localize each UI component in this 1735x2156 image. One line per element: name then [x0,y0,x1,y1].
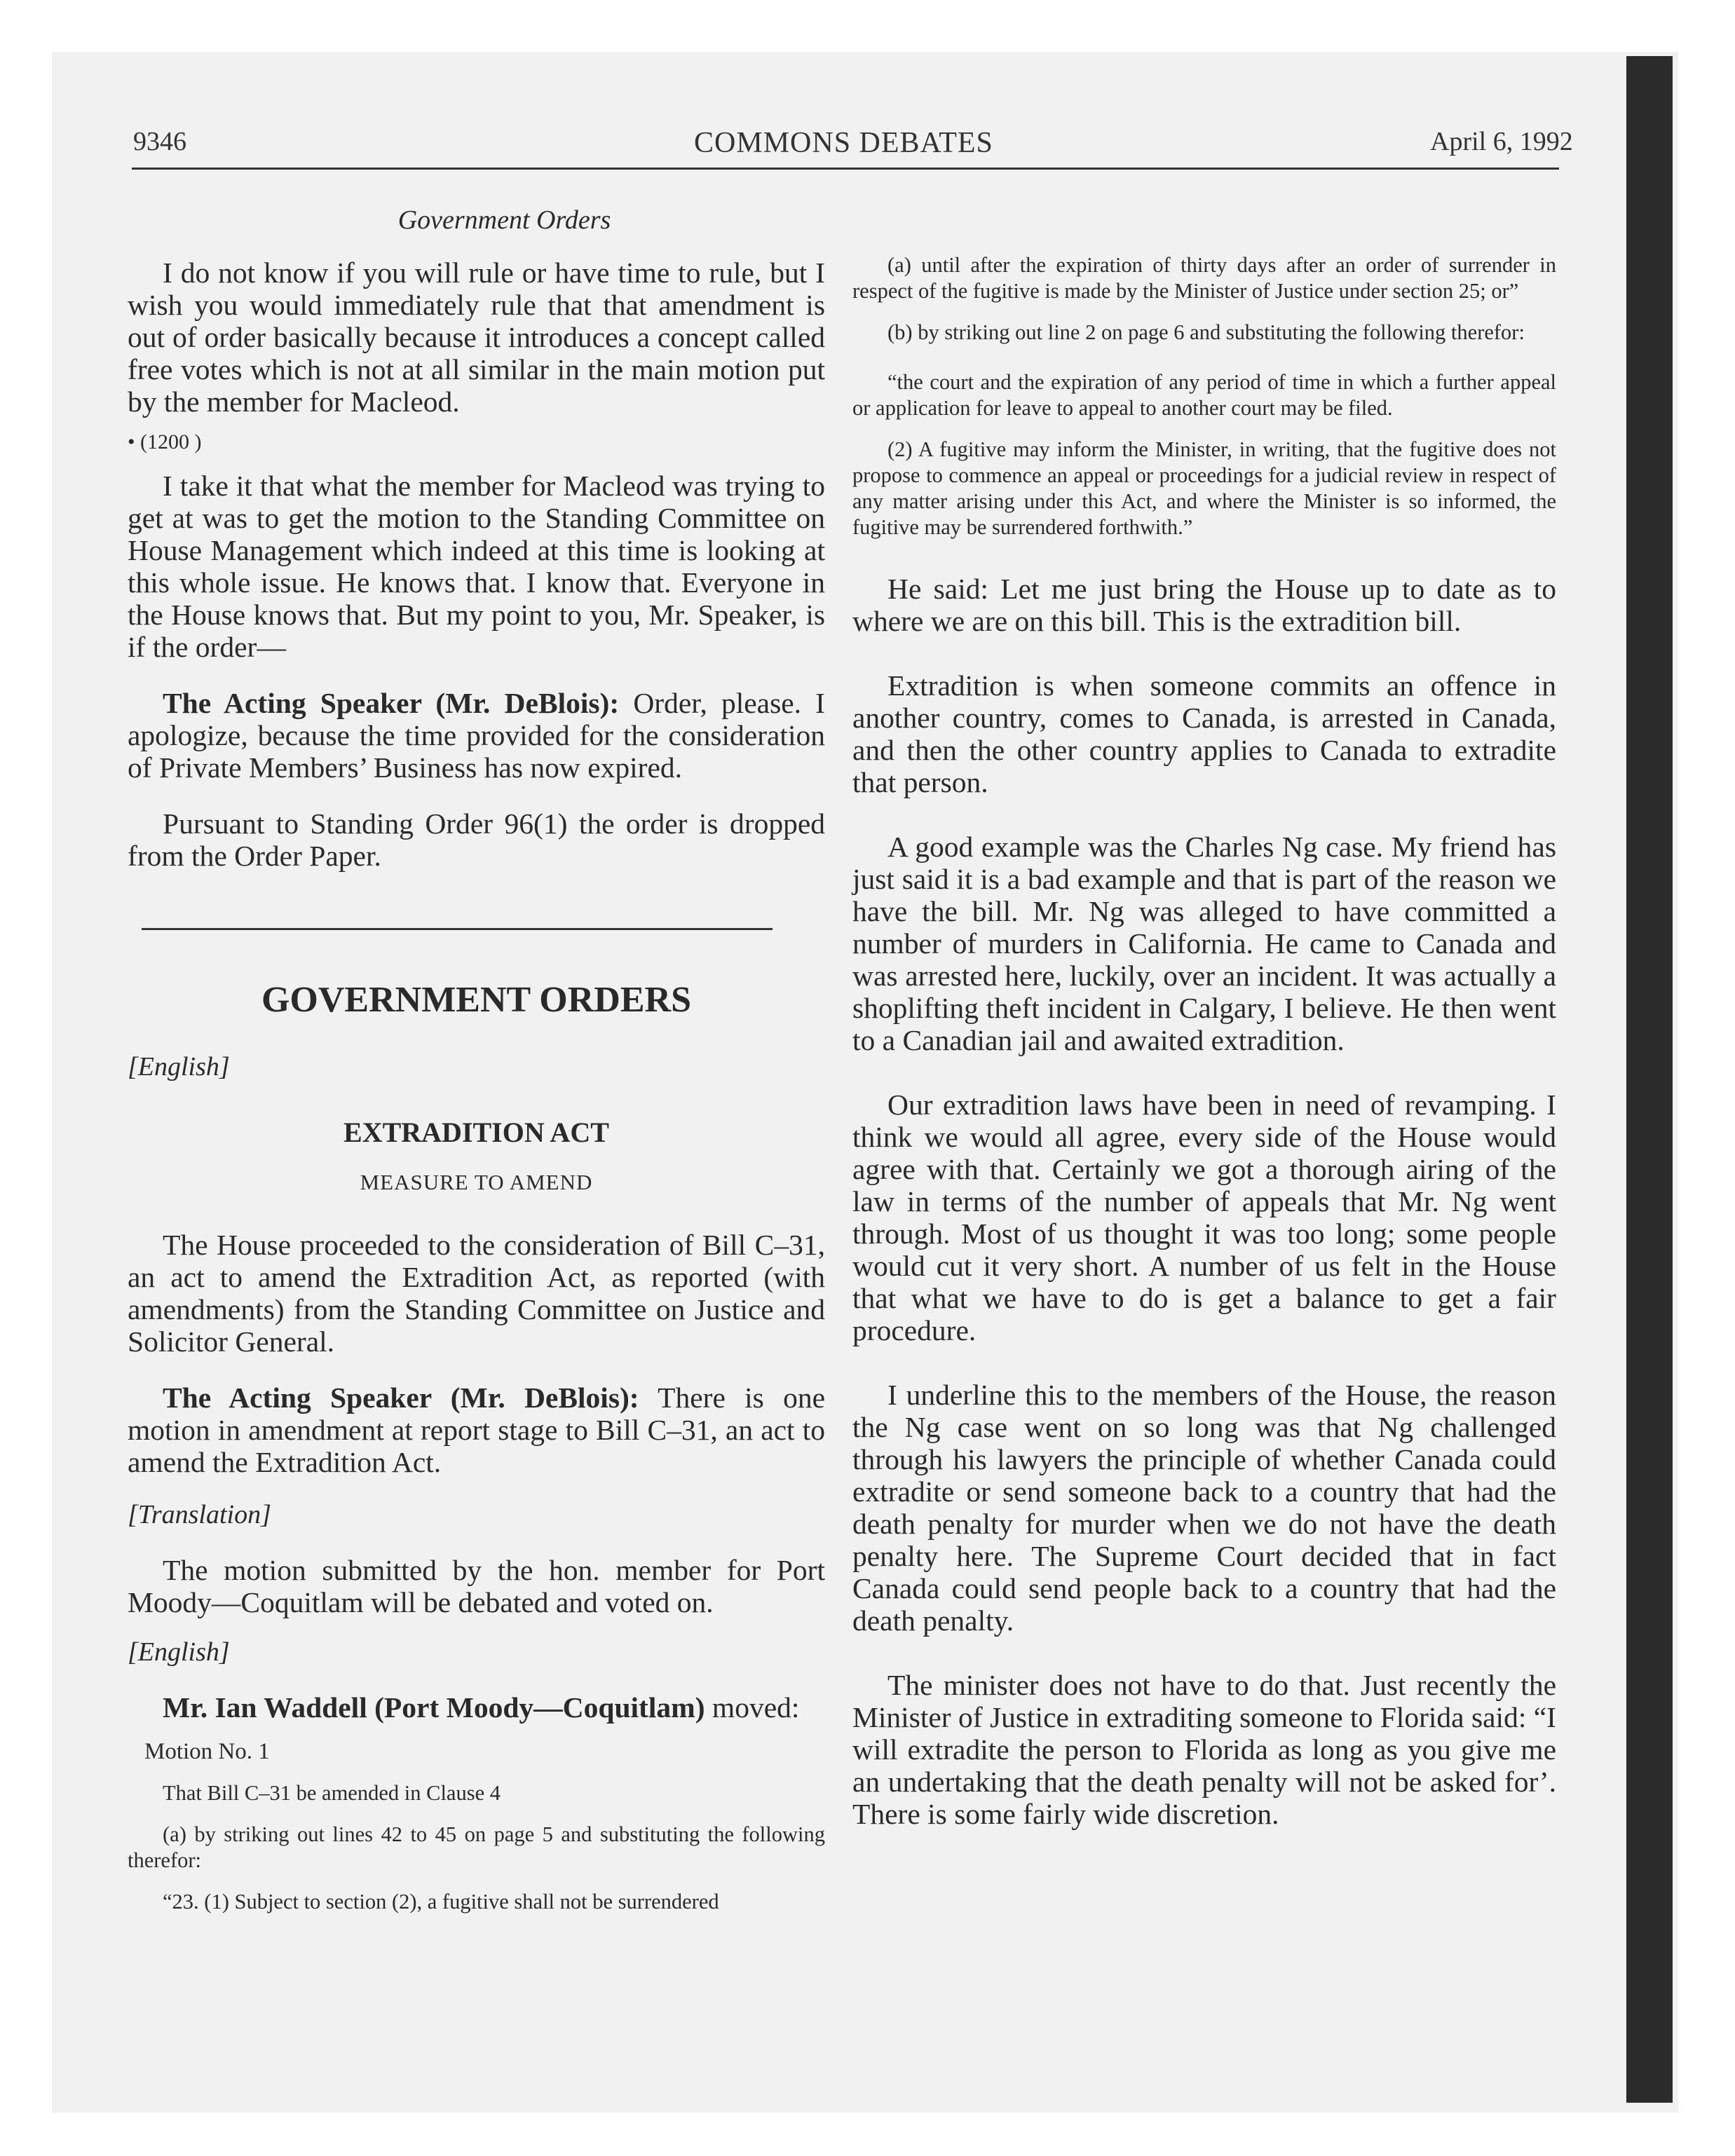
page-binding-edge [1626,56,1673,2103]
speaker-paragraph [128,687,825,784]
speaker-name: The Acting Speaker (Mr. DeBlois): [163,687,620,719]
quoted-clause: “the court and the expiration of any period of time in which a further appeal or application for leave to appeal to another court may be filed. [852,370,1556,420]
motion-quote: “23. (1) Subject to section (2), a fugitive shall not be surrendered [163,1890,719,1913]
paragraph: I underline this to the members of the House, the reason the Ng case went on so long was that Ng challenged through his lawyers the principle of whether Canada could extradite or send someone back to a country that had the death penalty for murder when we do not have the death penalty here. The Supreme Court decided that in fact Canada could send people back to a country that had the death penalty. [852,1379,1556,1637]
section-divider [142,928,773,930]
paragraph: The House proceeded to the consideration of Bill C–31, an act to amend the Extradition Act, as reported (with amendments) from the Standing Committee on Justice and Solicitor General. [128,1229,825,1358]
paragraph: I do not know if you will rule or have time to rule, but I wish you would immediately rule that that amendment is out of order basically because it introduces a concept called free votes which is not at all similar in the main motion put by the member for Macleod. [128,257,825,418]
paragraph: A good example was the Charles Ng case. My friend has just said it is a bad example and that is part of the reason we have the bill. Mr. Ng was alleged to have committed a number of murders in California. He came to Canada and was arrested here, luckily, over an incident. It was actually a shoplifting theft incident in Calgary, I believe. He then went to a Canadian jail and awaited extradition. [852,831,1556,1056]
speaker-name: The Acting Speaker (Mr. DeBlois): [163,1381,639,1414]
page-number: 9346 [133,127,186,156]
paragraph: I take it that what the member for Macleod was trying to get at was to get the motion to the Standing Committee on House Management which indeed at this time is looking at this whole issue. He knows that. I know that. Everyone in the House knows that. But my point to you, Mr. Speaker, is if the order— [128,470,825,663]
publication-date: April 6, 1992 [1430,127,1573,156]
paragraph: The minister does not have to do that. Just recently the Minister of Justice in extraditing someone to Florida said: “I will extradite the person to Florida as long as you give me an undertaking that the death penalty will not be asked for’. There is some fairly wide discretion. [852,1669,1556,1830]
quoted-clause: (2) A fugitive may inform the Minister, in writing, that the fugitive does not propose to commence an appeal or proceedings for a judicial review in respect of any matter arising under this Act, and where the Minister is so informed, the fugitive may be surrendered forthwith.” [852,437,1556,539]
section-heading: GOVERNMENT ORDERS [261,980,691,1020]
left-column [128,189,825,1915]
mover-name: Mr. Ian Waddell (Port Moody—Coquitlam) [163,1691,705,1724]
header-rule [132,168,1559,170]
paragraph: He said: Let me just bring the House up to date as to where we are on this bill. This is the extradition bill. [852,573,1556,637]
paragraph: Extradition is when someone commits an offence in another country, comes to Canada, is arrested in Canada, and then the other country applies to Canada to extradite that person. [852,669,1556,798]
right-column [852,189,1556,1830]
motion-line: That Bill C–31 be amended in Clause 4 [163,1781,501,1805]
mover-paragraph [128,1691,825,1724]
language-marker: [English] [128,1637,230,1667]
language-marker: [Translation] [128,1500,271,1529]
paragraph: Our extradition laws have been in need of revamping. I think we would all agree, every side of the House would agree with that. Certainly we got a thorough airing of the law in terms of the number of appeals that Mr. Ng went through. Most of us thought it was too long; some people would cut it very short. A number of us felt in the House that what we have to do is get a balance to get a fair procedure. [852,1089,1556,1346]
time-marker: • (1200 ) [128,430,202,453]
language-marker: [English] [128,1052,230,1082]
paragraph: The motion submitted by the hon. member for Port Moody—Coquitlam will be debated and voted on. [128,1554,825,1618]
speaker-paragraph [128,1381,825,1478]
publication-title: COMMONS DEBATES [694,127,993,159]
motion-clause: (a) by striking out lines 42 to 45 on page 5 and substituting the following therefor: [128,1822,825,1872]
quoted-clause: (b) by striking out line 2 on page 6 and substituting the following therefor: [887,320,1525,344]
quoted-clause: (a) until after the expiration of thirty days after an order of surrender in respect of the fugitive is made by the Minister of Justice under section 25; or” [852,253,1556,303]
speaker-text: Order, please. I apologize, because the time provided for the consideration of Private Members’ Business has now expired. [128,687,825,784]
running-head: Government Orders [397,205,611,235]
mover-text: moved: [705,1691,800,1724]
motion-number: Motion No. 1 [144,1739,270,1764]
act-subtitle: MEASURE TO AMEND [360,1170,593,1194]
paragraph: Pursuant to Standing Order 96(1) the order is dropped from the Order Paper. [128,807,825,872]
act-title: EXTRADITION ACT [343,1117,609,1148]
speaker-text: There is one motion in amendment at report stage to Bill C–31, an act to amend the Extradition Act. [128,1381,825,1478]
